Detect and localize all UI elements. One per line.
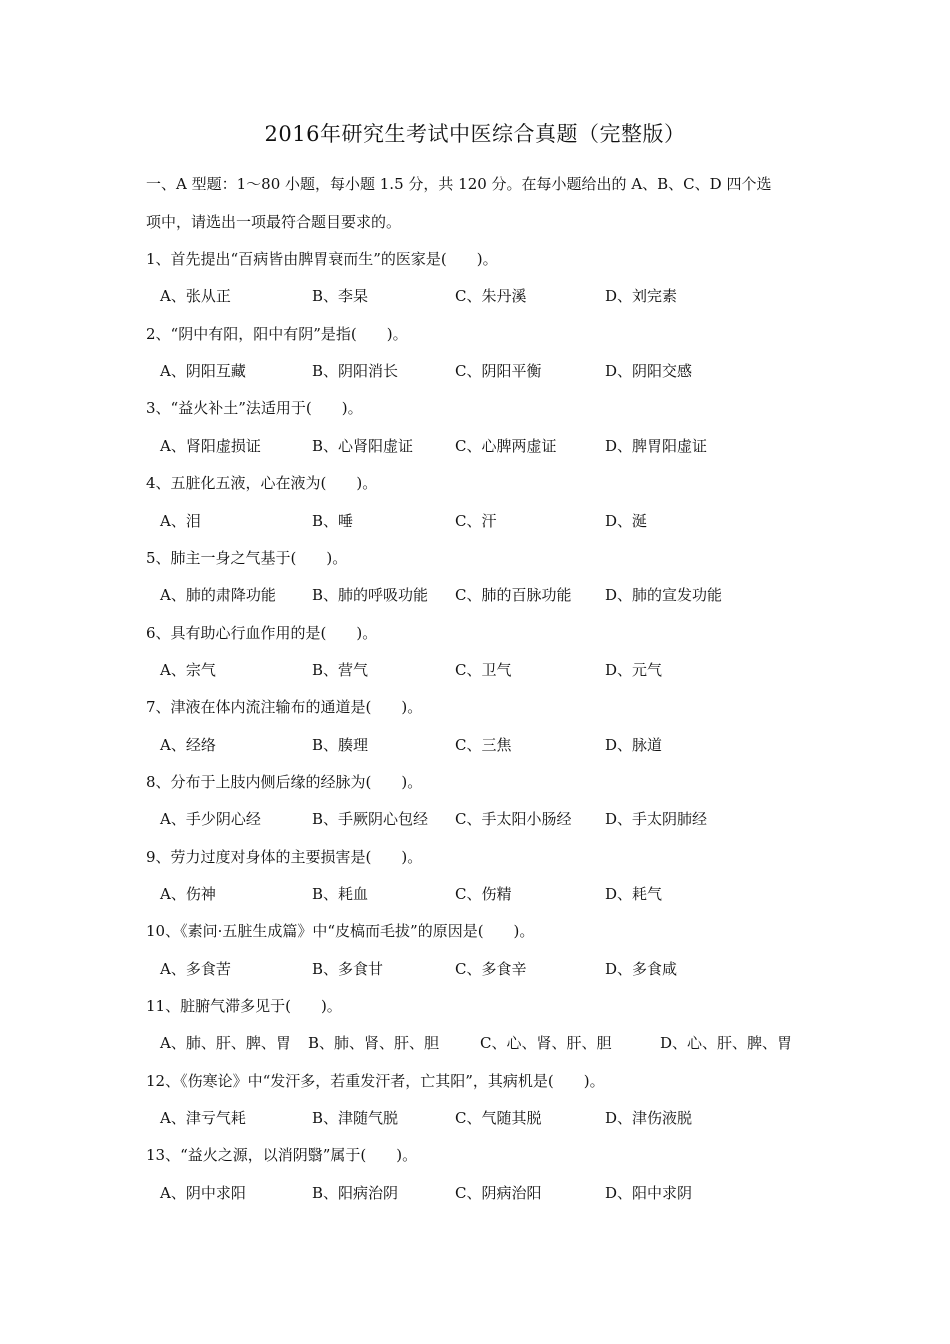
option-d: D、耗气 [605,885,663,903]
question-options [160,1182,820,1204]
question-options [160,659,820,681]
option-d: D、心、肝、脾、胃 [660,1034,793,1052]
option-b: B、耗血 [312,885,369,903]
question-stem: 1、首先提出“百病皆由脾胃衰而生”的医家是( )。 [146,250,498,268]
question-stem: 6、具有助心行血作用的是( )。 [146,624,378,642]
option-c: C、阴病治阳 [455,1184,542,1202]
question-options [160,435,820,457]
option-d: D、阴阳交感 [605,362,693,380]
question-options [160,1107,820,1129]
question-options [160,360,820,382]
question-stem: 3、“益火补土”法适用于( )。 [146,399,363,417]
option-b: B、李杲 [312,287,369,305]
option-b: B、腠理 [312,736,369,754]
option-a: A、津亏气耗 [160,1109,246,1127]
option-b: B、营气 [312,661,369,679]
option-d: D、手太阴肺经 [605,810,708,828]
intro-line-1: 一、A 型题：1～80 小题，每小题 1.5 分，共 120 分。在每小题给出的 A、B、C、D 四个选 [146,175,772,193]
option-a: A、泪 [160,512,201,530]
option-a: A、肺、肝、脾、胃 [160,1034,291,1052]
option-d: D、阳中求阴 [605,1184,693,1202]
option-a: A、张从正 [160,287,231,305]
question-stem: 8、分布于上肢内侧后缘的经脉为( )。 [146,773,423,791]
option-c: C、心、肾、肝、胆 [480,1034,612,1052]
option-a: A、宗气 [160,661,216,679]
question-stem: 13、“益火之源，以消阴翳”属于( )。 [146,1146,418,1164]
question-options [160,808,820,830]
option-c: C、伤精 [455,885,512,903]
option-b: B、唾 [312,512,354,530]
option-c: C、汗 [455,512,497,530]
intro-line-2: 项中，请选出一项最符合题目要求的。 [146,213,402,231]
option-b: B、肺、肾、肝、胆 [308,1034,440,1052]
option-a: A、阴中求阳 [160,1184,246,1202]
option-d: D、多食咸 [605,960,678,978]
question-stem: 7、津液在体内流注输布的通道是( )。 [146,698,423,716]
question-stem: 4、五脏化五液，心在液为( )。 [146,474,378,492]
option-a: A、多食苦 [160,960,231,978]
option-b: B、津随气脱 [312,1109,399,1127]
option-b: B、阳病治阴 [312,1184,399,1202]
question-options [160,958,820,980]
option-d: D、刘完素 [605,287,678,305]
option-d: D、脾胃阳虚证 [605,437,708,455]
option-c: C、手太阳小肠经 [455,810,572,828]
option-c: C、气随其脱 [455,1109,542,1127]
option-b: B、多食甘 [312,960,384,978]
question-stem: 5、肺主一身之气基于( )。 [146,549,348,567]
question-stem: 11、脏腑气滞多见于( )。 [146,997,342,1015]
question-options [160,584,820,606]
option-c: C、三焦 [455,736,512,754]
option-c: C、肺的百脉功能 [455,586,572,604]
question-options [160,734,820,756]
option-a: A、伤神 [160,885,216,903]
option-a: A、经络 [160,736,216,754]
option-a: A、阴阳互藏 [160,362,246,380]
question-stem: 12、《伤寒论》中“发汗多，若重发汗者，亡其阳”，其病机是( )。 [146,1072,605,1090]
question-stem: 9、劳力过度对身体的主要损害是( )。 [146,848,423,866]
question-options [160,285,820,307]
option-d: D、涎 [605,512,648,530]
option-d: D、脉道 [605,736,663,754]
option-b: B、阴阳消长 [312,362,399,380]
option-c: C、心脾两虚证 [455,437,557,455]
question-options [160,1032,820,1054]
option-c: C、阴阳平衡 [455,362,542,380]
option-a: A、手少阴心经 [160,810,261,828]
option-d: D、津伤液脱 [605,1109,693,1127]
option-c: C、朱丹溪 [455,287,527,305]
option-b: B、手厥阴心包经 [312,810,429,828]
option-c: C、卫气 [455,661,512,679]
option-b: B、肺的呼吸功能 [312,586,429,604]
question-stem: 2、“阴中有阳，阳中有阴”是指( )。 [146,325,408,343]
page-title: 2016年研究生考试中医综合真题（完整版） [264,122,686,146]
option-d: D、元气 [605,661,663,679]
question-options [160,510,820,532]
option-b: B、心肾阳虚证 [312,437,414,455]
question-stem: 10、《素问·五脏生成篇》中“皮槁而毛拔”的原因是( )。 [146,922,535,940]
option-a: A、肺的肃降功能 [160,586,276,604]
option-a: A、肾阳虚损证 [160,437,261,455]
option-c: C、多食辛 [455,960,527,978]
question-options [160,883,820,905]
option-d: D、肺的宣发功能 [605,586,723,604]
